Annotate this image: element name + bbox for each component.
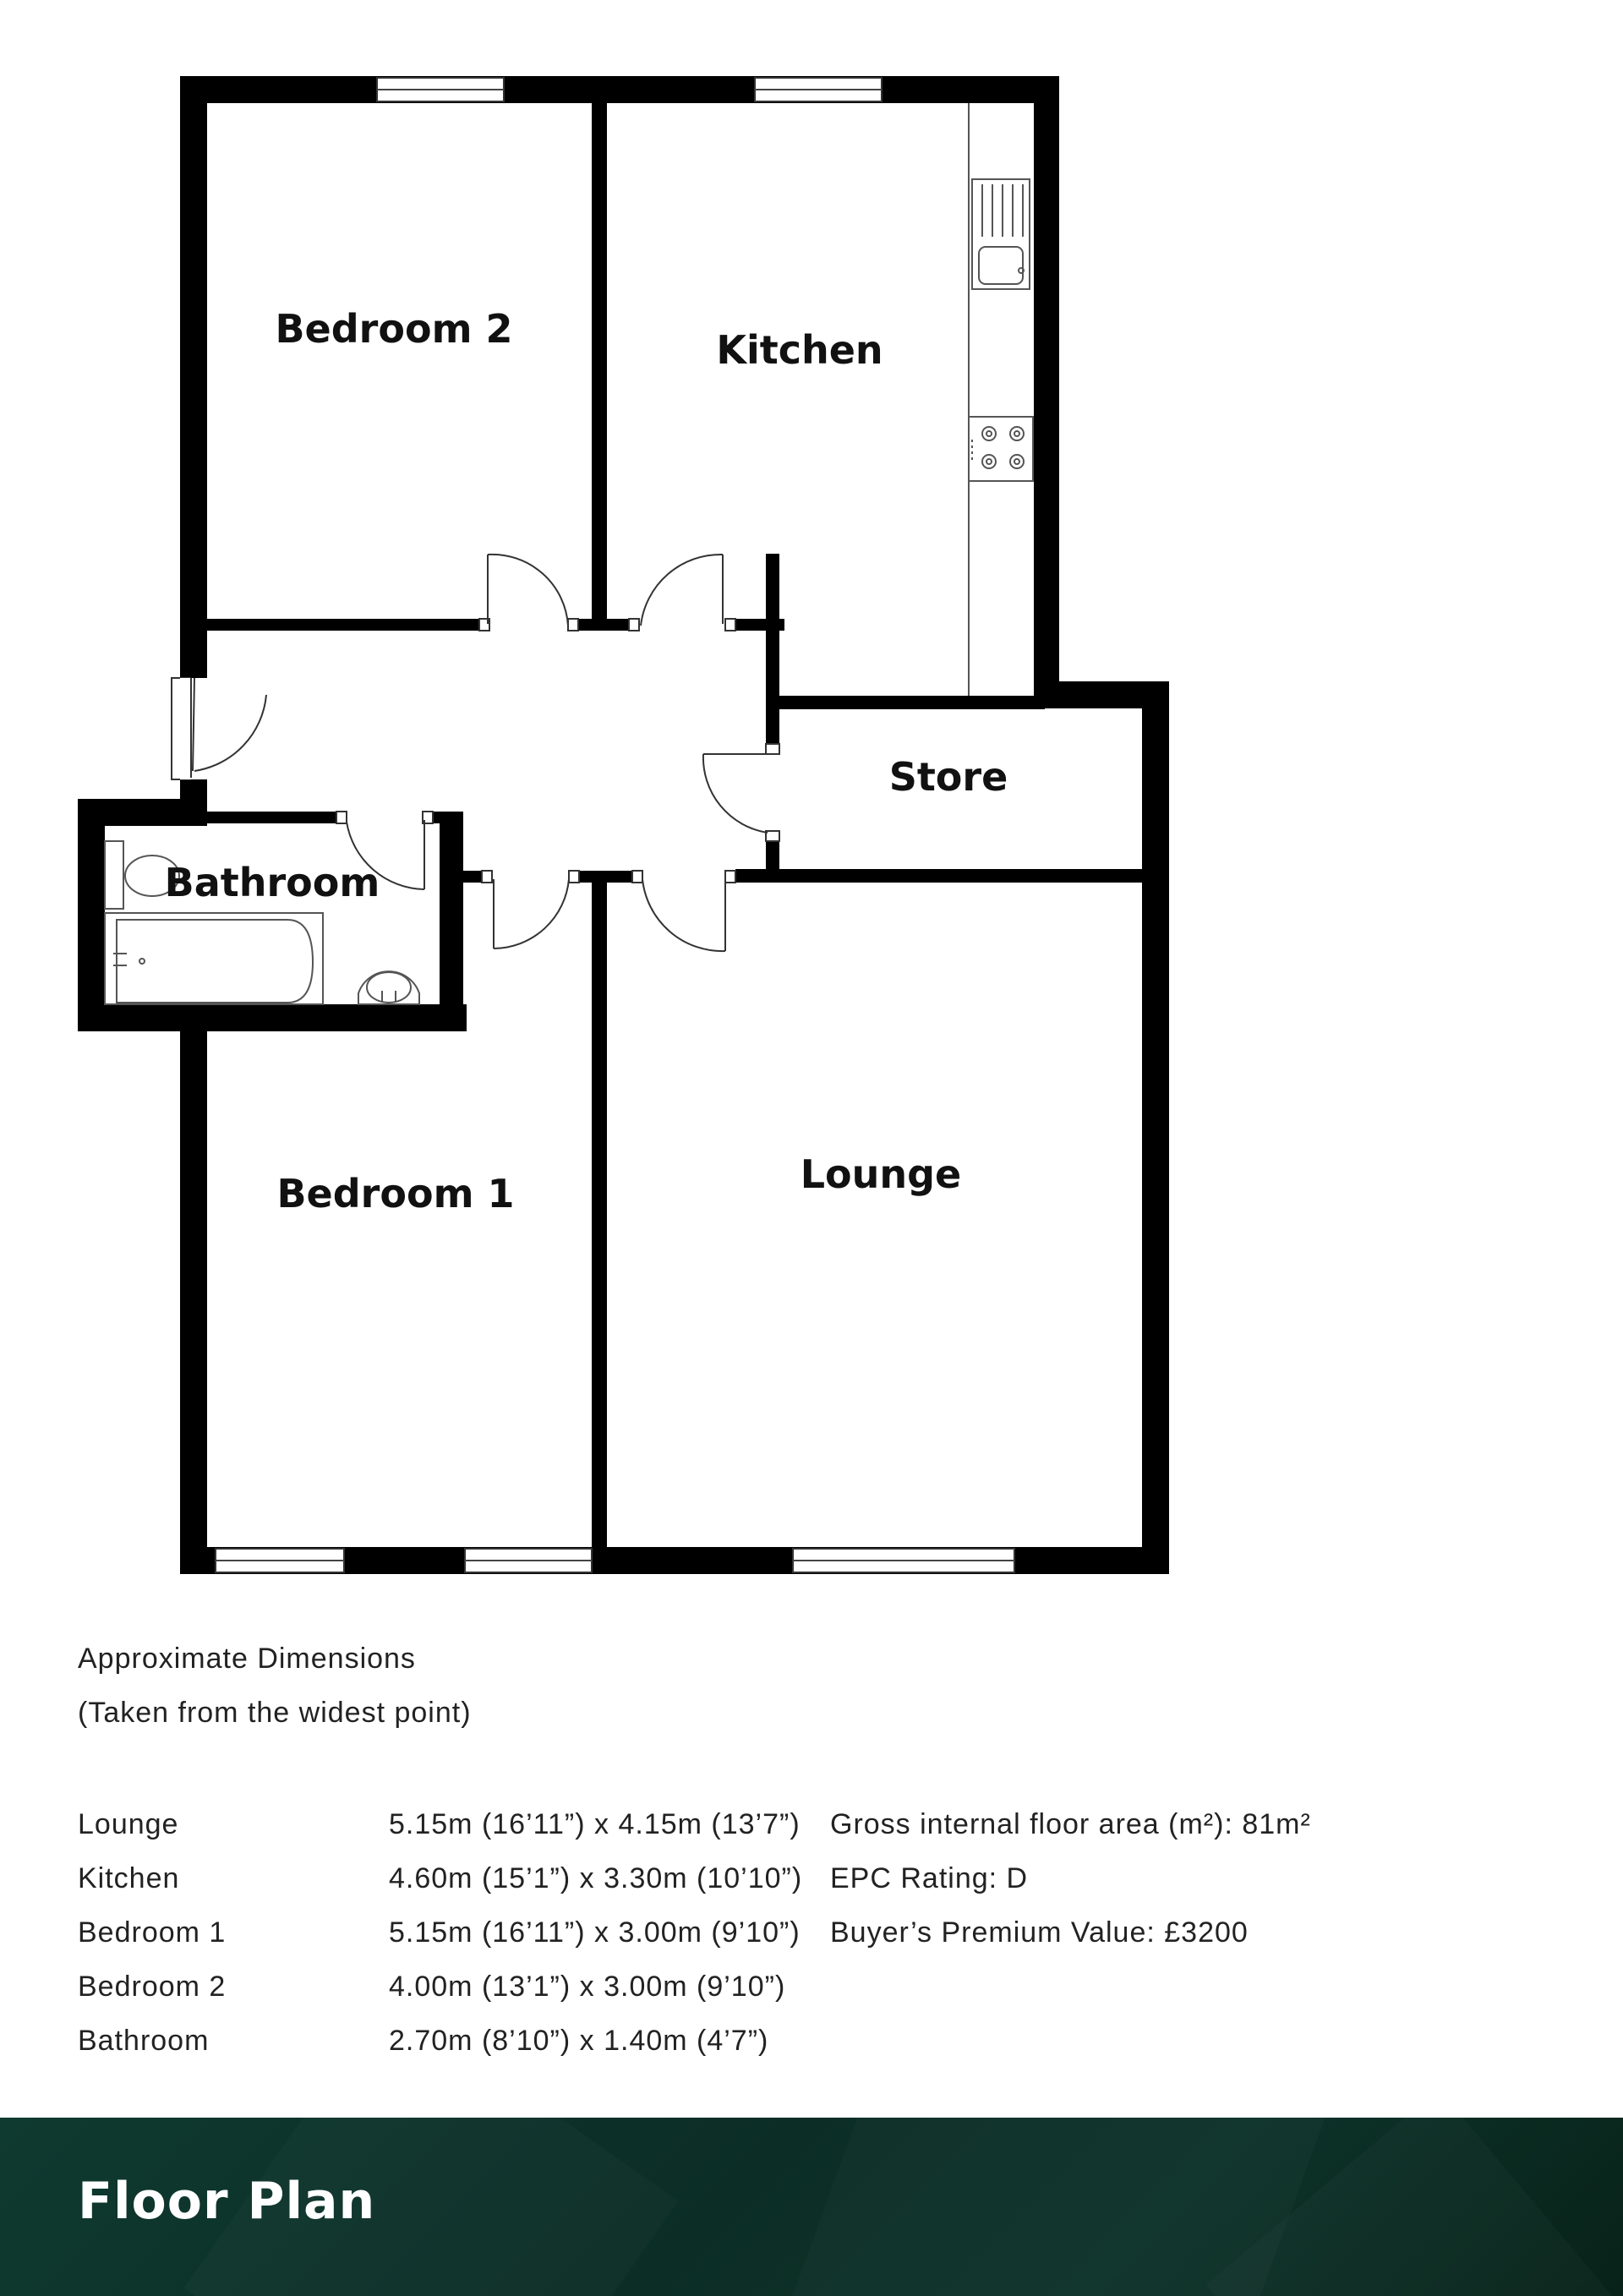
wall-bath-inner-top xyxy=(180,812,341,823)
property-info xyxy=(830,1797,1311,1960)
dimension-room: Lounge xyxy=(78,1808,179,1840)
wall-bed2-bottom xyxy=(180,619,484,631)
toilet-cistern xyxy=(105,841,123,909)
room-label-bedroom1: Bedroom 1 xyxy=(276,1171,515,1216)
wall-kitchen-store xyxy=(766,696,1045,709)
room-label-bedroom2: Bedroom 2 xyxy=(275,306,513,352)
epc-rating: EPC Rating: D xyxy=(830,1862,1029,1894)
bathtub xyxy=(117,920,313,1003)
floor-area: Gross internal floor area (m²): 81m² xyxy=(830,1808,1311,1840)
dimension-room: Bathroom xyxy=(78,2025,210,2057)
dimension-room: Bedroom 2 xyxy=(78,1971,227,2003)
dimension-size: 4.00m (13’1”) x 3.00m (9’10”) xyxy=(389,1971,786,2003)
wall-right-lounge xyxy=(1142,681,1169,1574)
footer-title: Floor Plan xyxy=(78,2172,376,2231)
dimensions-subheading: (Taken from the widest point) xyxy=(78,1697,472,1729)
dimension-room: Bedroom 1 xyxy=(78,1916,227,1949)
wall-right-kitchen xyxy=(1034,76,1059,693)
wall-bath-bottom xyxy=(78,1004,467,1031)
dimension-size: 4.60m (15’1”) x 3.30m (10’10”) xyxy=(389,1862,803,1894)
dimensions-section xyxy=(78,1632,1566,2057)
wall-lounge-bed1 xyxy=(592,871,607,1574)
footer-banner xyxy=(0,2118,1623,2296)
wall-kitchen-stub xyxy=(766,554,779,630)
dimensions-heading: Approximate Dimensions xyxy=(78,1643,416,1675)
walls xyxy=(78,76,1169,1574)
wall-top xyxy=(180,76,1059,103)
sink-bowl xyxy=(979,247,1023,284)
wall-bath-right xyxy=(440,812,463,1031)
wall-left-upper xyxy=(180,76,207,678)
room-label-kitchen: Kitchen xyxy=(716,327,883,373)
dimension-size: 2.70m (8’10”) x 1.40m (4’7”) xyxy=(389,2025,769,2057)
dimension-size: 5.15m (16’11”) x 4.15m (13’7”) xyxy=(389,1808,801,1840)
kitchen-worktop xyxy=(969,103,1033,696)
wall-store-bottom xyxy=(735,869,1168,883)
dimension-room: Kitchen xyxy=(78,1862,180,1894)
room-label-store: Store xyxy=(888,754,1008,800)
room-label-lounge: Lounge xyxy=(800,1151,962,1197)
room-label-bathroom: Bathroom xyxy=(164,860,380,905)
wall-store-left xyxy=(766,619,779,750)
buyers-premium: Buyer’s Premium Value: £3200 xyxy=(830,1916,1249,1949)
wall-left-lower xyxy=(180,1019,207,1574)
wall-bed2-kitchen xyxy=(592,76,607,629)
dimension-size: 5.15m (16’11”) x 3.00m (9’10”) xyxy=(389,1916,801,1949)
wall-bath-left xyxy=(78,799,105,1031)
hob xyxy=(969,417,1033,481)
